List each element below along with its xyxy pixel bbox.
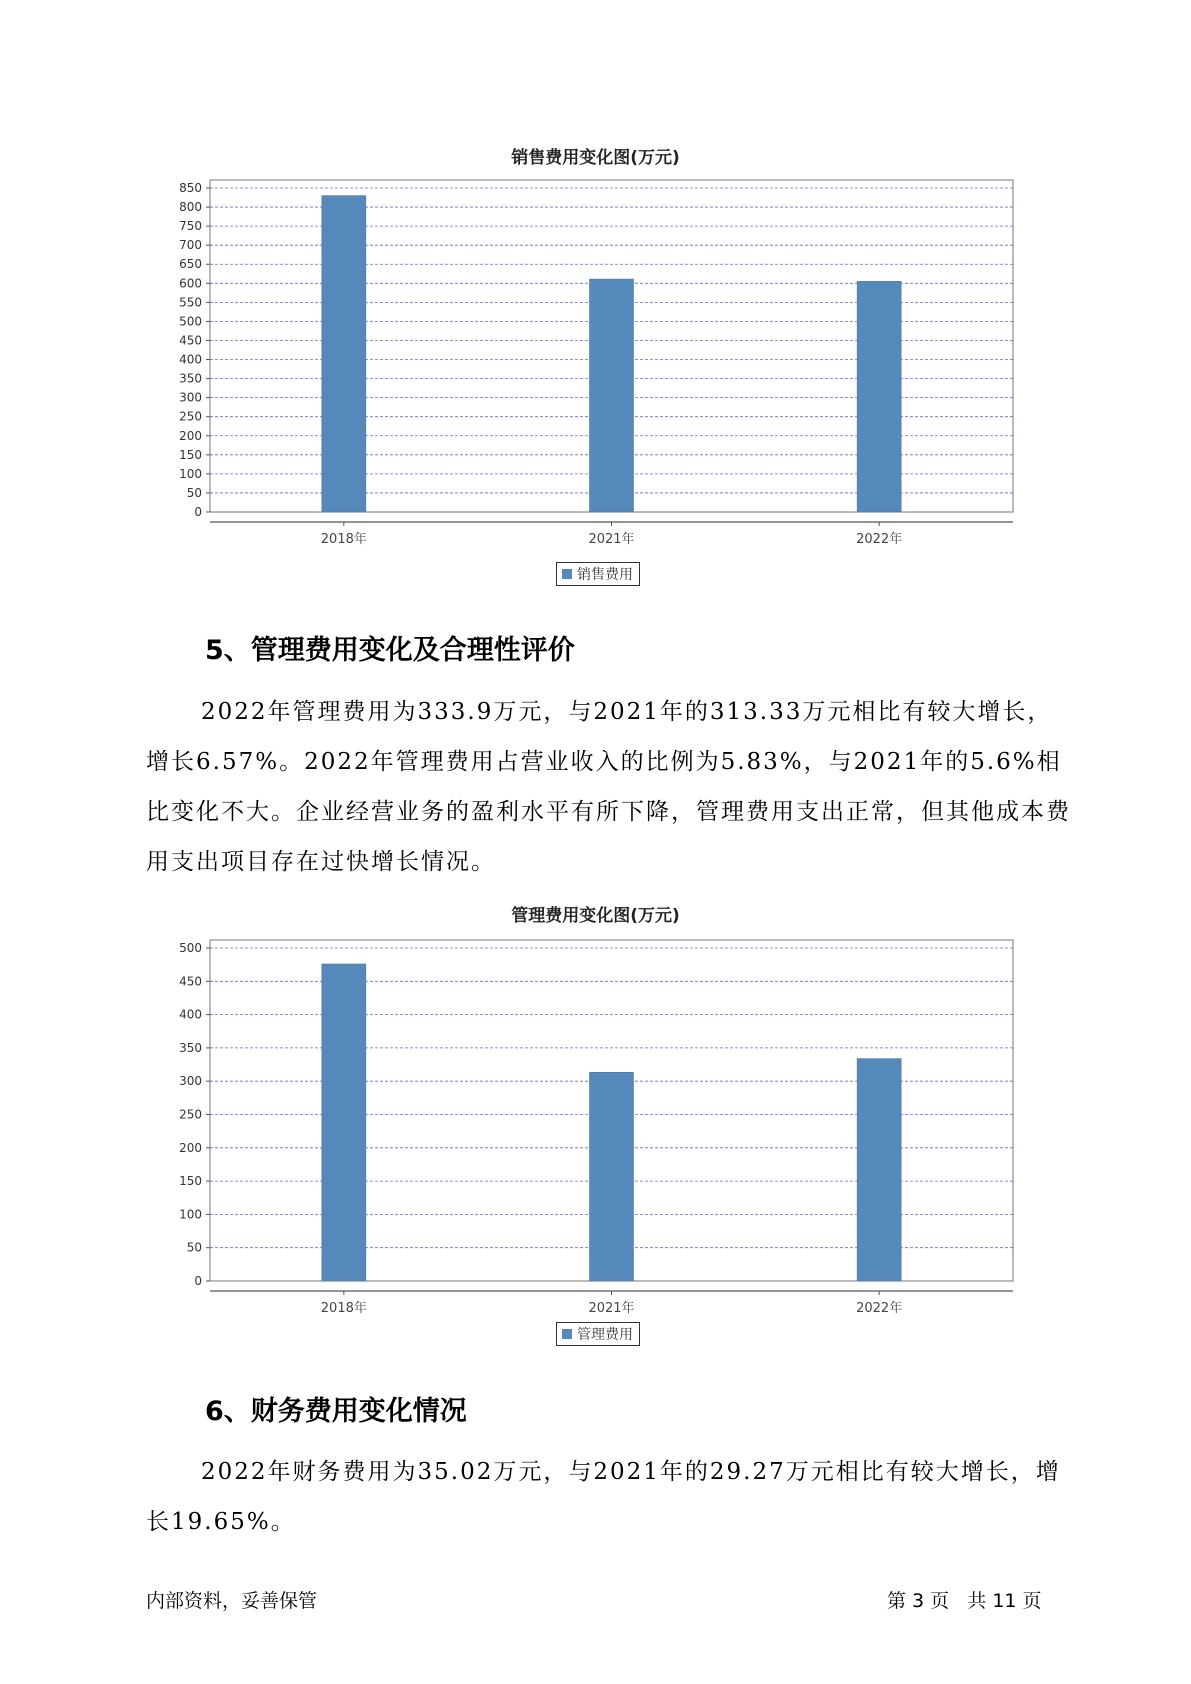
y-tick-label: 150: [179, 1174, 202, 1189]
bar: [322, 196, 366, 512]
section-6-paragraph: 2022年财务费用为35.02万元，与2021年的29.27万元相比有较大增长，增长19.65%。: [146, 1459, 1061, 1535]
y-tick-label: 100: [179, 466, 202, 481]
bar: [590, 279, 634, 512]
chart-2-legend-label: 管理费用: [577, 1327, 633, 1343]
legend-swatch-icon: [562, 569, 572, 579]
x-tick-label: 2022年: [856, 1301, 903, 1316]
y-tick-label: 400: [179, 1007, 202, 1022]
y-tick-label: 50: [186, 485, 202, 500]
y-tick-label: 200: [179, 428, 202, 443]
y-tick-label: 400: [179, 352, 202, 367]
y-tick-label: 150: [179, 447, 202, 462]
x-tick-label: 2018年: [320, 532, 367, 547]
y-tick-label: 200: [179, 1140, 202, 1155]
section-5-heading: 5、管理费用变化及合理性评价: [205, 635, 575, 666]
y-tick-label: 750: [179, 219, 202, 234]
chart-1-title: 销售费用变化图(万元): [511, 148, 680, 168]
y-tick-label: 850: [179, 181, 202, 195]
y-tick-label: 250: [179, 1107, 202, 1122]
y-tick-label: 500: [179, 314, 202, 329]
y-tick-label: 600: [179, 276, 202, 291]
footer-page-number: 第 3 页 共 11 页: [887, 1590, 1042, 1612]
legend-swatch-icon: [562, 1329, 572, 1339]
x-tick-label: 2022年: [856, 532, 903, 547]
bar: [322, 964, 366, 1281]
bar: [857, 1059, 901, 1281]
y-tick-label: 450: [179, 974, 202, 989]
y-tick-label: 50: [186, 1240, 202, 1255]
y-tick-label: 550: [179, 295, 202, 310]
y-tick-label: 350: [179, 371, 202, 386]
y-tick-label: 800: [179, 200, 202, 215]
y-tick-label: 350: [179, 1040, 202, 1055]
section-5-paragraph: 2022年管理费用为333.9万元，与2021年的313.33万元相比有较大增长，增长6.57%。2022年管理费用占营业收入的比例为5.83%，与2021年的5.6%相比变化不大。企业经营业务的盈利水平有所下降，管理费用支出正常，但其他成本费用支出项目存在过快增长情况。: [146, 699, 1071, 875]
y-tick-label: 250: [179, 409, 202, 424]
section-6-heading: 6、财务费用变化情况: [205, 1396, 467, 1427]
bar: [857, 281, 901, 512]
chart-1-legend-label: 销售费用: [577, 567, 633, 583]
y-tick-label: 450: [179, 333, 202, 348]
chart-1-legend: [556, 562, 640, 586]
y-tick-label: 0: [194, 505, 202, 519]
y-tick-label: 0: [194, 1274, 202, 1288]
x-tick-label: 2021年: [588, 532, 635, 547]
y-tick-label: 500: [179, 941, 202, 955]
footer-confidential-note: 内部资料，妥善保管: [146, 1590, 318, 1612]
y-tick-label: 700: [179, 238, 202, 253]
bar: [590, 1072, 634, 1281]
y-tick-label: 300: [179, 390, 202, 405]
y-tick-label: 300: [179, 1074, 202, 1089]
chart-2-title: 管理费用变化图(万元): [511, 906, 680, 926]
chart-2-legend: [556, 1322, 640, 1346]
y-tick-label: 650: [179, 257, 202, 272]
chart-2-admin-expense: [0, 930, 1191, 1316]
x-tick-label: 2018年: [320, 1301, 367, 1316]
chart-1-sales-expense: [0, 170, 1191, 547]
y-tick-label: 100: [179, 1207, 202, 1222]
x-tick-label: 2021年: [588, 1301, 635, 1316]
